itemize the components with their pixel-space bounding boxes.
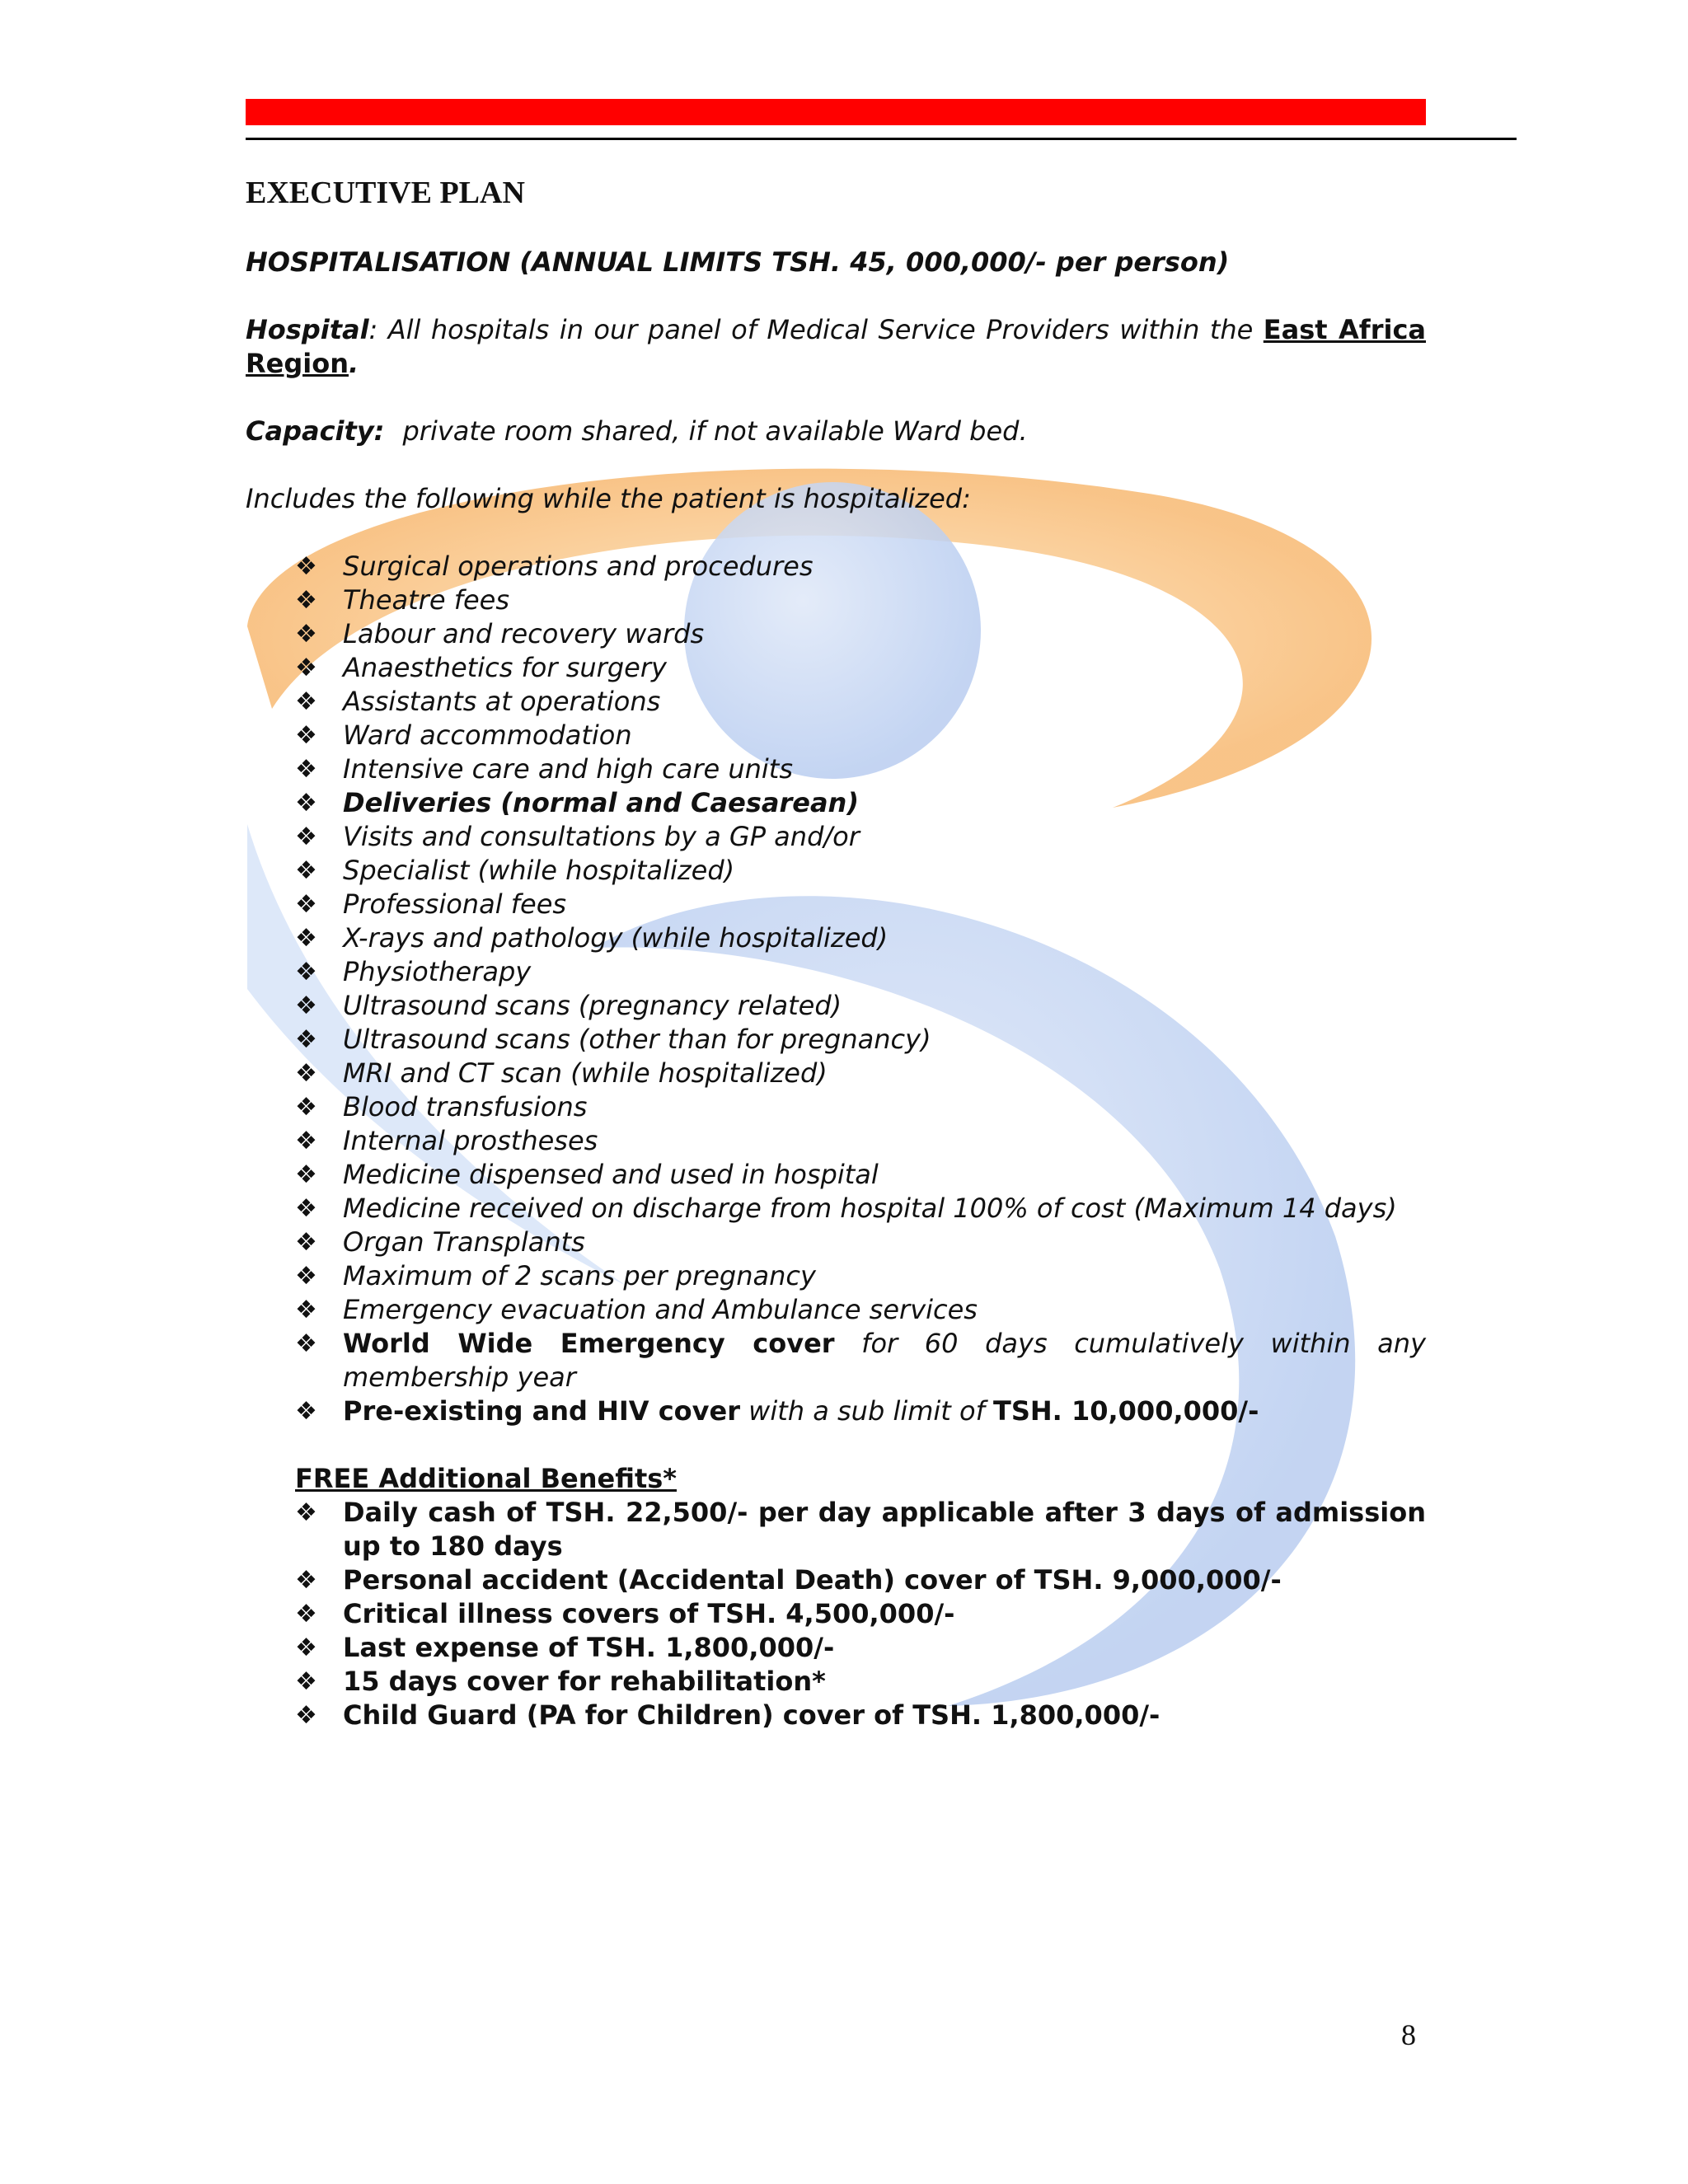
list-item-preexisting (295, 1394, 1426, 1428)
bullet-icon: ❖ (295, 552, 317, 581)
bullet-icon: ❖ (295, 924, 317, 953)
capacity-label: Capacity: (246, 415, 385, 447)
bullet-icon: ❖ (295, 1296, 317, 1324)
free-benefit-text: Personal accident (Accidental Death) cover of TSH. 9,000,000/- (343, 1564, 1282, 1596)
bullet-icon: ❖ (295, 958, 317, 987)
bullet-icon: ❖ (295, 1397, 317, 1426)
bullet-icon: ❖ (295, 1160, 317, 1189)
benefit-text: Internal prostheses (343, 1125, 598, 1156)
bullet-icon: ❖ (295, 1701, 317, 1730)
hospital-end: . (348, 348, 359, 379)
bullet-icon: ❖ (295, 1600, 317, 1629)
bullet-icon: ❖ (295, 823, 317, 851)
bullet-icon: ❖ (295, 1228, 317, 1257)
benefit-text: Ultrasound scans (other than for pregnancy) (343, 1024, 931, 1055)
list-item (295, 955, 1426, 989)
list-item (295, 1192, 1426, 1226)
benefit-text: Labour and recovery wards (343, 618, 705, 649)
page-content (246, 173, 1426, 1732)
list-item (295, 1259, 1426, 1293)
free-benefit-text: Daily cash of TSH. 22,500/- per day applicable after 3 days of admission up to 180 days (343, 1497, 1426, 1562)
list-item (295, 820, 1426, 854)
bullet-icon: ❖ (295, 586, 317, 615)
list-item (295, 685, 1426, 719)
bullet-icon: ❖ (295, 1194, 317, 1223)
benefit-text: Maximum of 2 scans per pregnancy (343, 1260, 816, 1291)
benefit-text: MRI and CT scan (while hospitalized) (343, 1057, 828, 1089)
list-item (295, 1057, 1426, 1090)
includes-intro: Includes the following while the patient is hospitalized: (246, 483, 971, 514)
bullet-icon: ❖ (295, 1329, 317, 1358)
list-item (295, 1090, 1426, 1124)
bullet-icon: ❖ (295, 1127, 317, 1155)
benefit-text: Professional fees (343, 888, 567, 920)
list-item (295, 1597, 1426, 1631)
benefit-text: Organ Transplants (343, 1226, 585, 1258)
list-item (295, 651, 1426, 685)
benefit-text: Anaesthetics for surgery (343, 652, 667, 683)
benefit-text: Deliveries (normal and Caesarean) (343, 787, 859, 818)
bullet-icon: ❖ (295, 1093, 317, 1122)
bullet-icon: ❖ (295, 620, 317, 649)
hospital-text: : All hospitals in our panel of Medical Service Providers within the (368, 314, 1264, 345)
list-item (295, 1226, 1426, 1259)
bullet-icon: ❖ (295, 755, 317, 784)
bullet-icon: ❖ (295, 789, 317, 818)
benefit-text: Theatre fees (343, 584, 509, 616)
benefits-list (246, 550, 1426, 1428)
header-red-bar (246, 99, 1426, 125)
bullet-icon: ❖ (295, 1667, 317, 1696)
benefit-text: Assistants at operations (343, 686, 661, 717)
free-benefits-list (246, 1496, 1426, 1732)
hospitalisation-limit: HOSPITALISATION (ANNUAL LIMITS TSH. 45, 000,000/- per person) (246, 246, 1230, 278)
capacity-text: private room shared, if not available Ward bed. (402, 415, 1028, 447)
bullet-icon: ❖ (295, 654, 317, 682)
list-item (295, 1124, 1426, 1158)
free-benefit-text: Child Guard (PA for Children) cover of TSH. 1,800,000/- (343, 1699, 1160, 1731)
benefit-text: Ultrasound scans (pregnancy related) (343, 990, 842, 1021)
bullet-icon: ❖ (295, 1633, 317, 1662)
bullet-icon: ❖ (295, 1498, 317, 1527)
benefit-text: Visits and consultations by a GP and/or (343, 821, 860, 852)
benefit-text: Physiotherapy (343, 956, 532, 987)
bullet-icon: ❖ (295, 1566, 317, 1595)
benefit-text: Blood transfusions (343, 1091, 588, 1122)
worldwide-bold: World Wide Emergency cover (343, 1328, 835, 1359)
preexisting-amount: TSH. 10,000,000/- (993, 1395, 1259, 1427)
benefit-text: Intensive care and high care units (343, 753, 794, 785)
list-item (295, 1496, 1426, 1563)
list-item (295, 719, 1426, 752)
list-item-worldwide (295, 1327, 1426, 1394)
preexisting-bold: Pre-existing and HIV cover (343, 1395, 740, 1427)
list-item (295, 854, 1426, 888)
page-title: EXECUTIVE PLAN (246, 176, 525, 210)
list-item (295, 1699, 1426, 1732)
list-item (295, 989, 1426, 1023)
benefit-text: Medicine dispensed and used in hospital (343, 1159, 879, 1190)
preexisting-middle: with a sub limit of (739, 1395, 994, 1427)
bullet-icon: ❖ (295, 1025, 317, 1054)
hospital-label: Hospital (246, 314, 369, 345)
list-item (295, 550, 1426, 583)
header-rule (246, 138, 1517, 140)
page-number: 8 (1401, 2018, 1416, 2051)
benefit-text: Surgical operations and procedures (343, 551, 814, 582)
list-item (295, 1665, 1426, 1699)
list-item (295, 921, 1426, 955)
bullet-icon: ❖ (295, 991, 317, 1020)
benefit-text: Medicine received on discharge from hospital 100% of cost (Maximum 14 days) (343, 1193, 1397, 1224)
list-item (295, 1023, 1426, 1057)
benefit-text: Specialist (while hospitalized) (343, 855, 735, 886)
list-item (295, 1631, 1426, 1665)
list-item (295, 1158, 1426, 1192)
benefit-text: Emergency evacuation and Ambulance services (343, 1294, 978, 1325)
list-item (295, 583, 1426, 617)
hospital-paragraph (246, 313, 1426, 381)
list-item (295, 752, 1426, 786)
bullet-icon: ❖ (295, 721, 317, 750)
free-benefit-text: Last expense of TSH. 1,800,000/- (343, 1632, 835, 1663)
east-africa-region: East Africa Region (246, 314, 1427, 379)
list-item (295, 617, 1426, 651)
bullet-icon: ❖ (295, 1059, 317, 1088)
worldwide-rest: for 60 days cumulatively within any membership year (343, 1328, 1427, 1393)
list-item (295, 1293, 1426, 1327)
list-item (295, 888, 1426, 921)
bullet-icon: ❖ (295, 856, 317, 885)
benefit-text: X-rays and pathology (while hospitalized) (343, 922, 889, 954)
bullet-icon: ❖ (295, 1262, 317, 1291)
bullet-icon: ❖ (295, 890, 317, 919)
benefit-text: Ward accommodation (343, 719, 632, 751)
capacity-paragraph (246, 415, 1426, 448)
free-benefits-heading: FREE Additional Benefits* (295, 1463, 678, 1494)
bullet-icon: ❖ (295, 687, 317, 716)
list-item (295, 1563, 1426, 1597)
free-benefit-text: 15 days cover for rehabilitation* (343, 1666, 826, 1697)
list-item (295, 786, 1426, 820)
free-benefit-text: Critical illness covers of TSH. 4,500,000/- (343, 1598, 955, 1629)
